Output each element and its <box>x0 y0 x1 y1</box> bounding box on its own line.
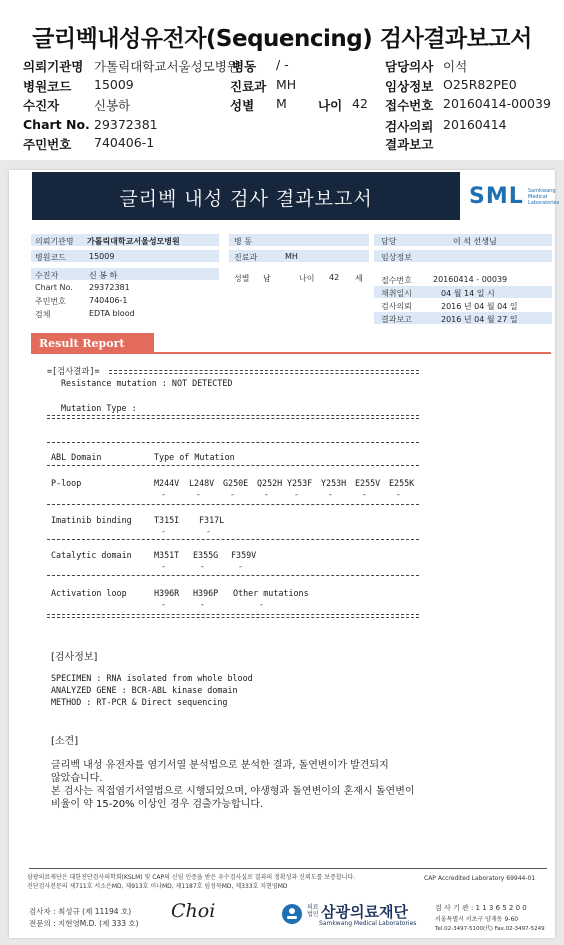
foundation-logo-icon <box>281 903 303 925</box>
table-header-rule <box>47 465 419 466</box>
result-other: - <box>259 600 264 609</box>
sml-logo: SML <box>469 184 524 209</box>
field-value-patient: 신봉하 <box>94 98 131 113</box>
mutation-f317l: F317L <box>199 515 225 525</box>
result-m244v: - <box>161 490 166 499</box>
column-header-mutation-type: Type of Mutation <box>154 452 235 462</box>
p-loop-rule <box>47 504 419 505</box>
signature: Choi <box>171 900 216 922</box>
field-value-department: MH <box>276 77 297 92</box>
result-header: =[검사결과]= <box>47 366 100 376</box>
field-label-department: 진료과 <box>230 79 267 94</box>
opinion-line-2: 않았습니다. <box>51 773 103 784</box>
value-receipt: 20160414 - 00039 <box>433 275 508 284</box>
lab-phone: Tel.02-3497-5100(代) Fax.02-3497-5249 <box>435 926 545 932</box>
report-header <box>0 0 564 160</box>
tester-name: 검사자 : 최성규 (제 11194 호) <box>29 907 132 916</box>
label-specimen: 검체 <box>35 310 51 319</box>
footer-specialists: 진단검사전문의 제711호 서소은MD, 제913호 이나MD, 제1187호 임성묵MD, 제333호 지현영MD <box>27 883 288 890</box>
info-bar-patient <box>31 268 219 280</box>
field-value-request-date: 20160414 <box>443 117 507 132</box>
field-label-chart-no: Chart No. <box>23 117 90 132</box>
mutation-g250e: G250E <box>223 478 249 488</box>
mutation-e355g: E355G <box>193 550 219 560</box>
report-banner-title: 글리벡 내성 검사 결과보고서 <box>119 188 373 210</box>
value-request: 2016 년 04 월 04 일 <box>441 302 518 311</box>
result-report-tab <box>31 333 154 354</box>
mutation-type-label: Mutation Type : <box>61 403 137 413</box>
opinion-line-1: 글리벡 내성 유전자를 염기서열 분석법으로 분석한 결과, 돌연변이가 발견되지 <box>51 760 389 771</box>
mutation-e255v: E255V <box>355 478 381 488</box>
label-institution: 의뢰기관명 <box>35 237 74 246</box>
field-label-sex: 성별 <box>230 98 255 113</box>
result-g250e: - <box>230 490 235 499</box>
label-age: 나이 <box>299 274 315 283</box>
mutation-y253h: Y253H <box>321 478 347 488</box>
value-patient: 신 봉 하 <box>89 271 118 280</box>
field-value-age: 42 <box>352 96 368 111</box>
label-patient: 수진자 <box>35 271 59 280</box>
age-unit: 세 <box>355 274 363 283</box>
foundation-prefix: 의료법인 <box>307 904 319 918</box>
result-h396r: - <box>161 600 166 609</box>
result-report-label: Result Report <box>39 337 125 350</box>
field-value-clinical-info: O25R82PE0 <box>443 77 517 92</box>
scanned-report <box>9 170 560 938</box>
result-report-divider <box>31 352 551 354</box>
field-label-doctor: 담당의사 <box>385 59 434 74</box>
specialist-name: 전문의 : 지현영M.D. (제 333 호) <box>29 919 139 928</box>
result-l248v: - <box>196 490 201 499</box>
result-y253f: - <box>294 490 299 499</box>
footer-divider <box>29 868 547 869</box>
field-label-report-date: 결과보고 <box>385 137 434 152</box>
field-label-rrn: 주민번호 <box>23 137 72 152</box>
field-value-sex: M <box>276 96 287 111</box>
test-info-header: [검사정보] <box>51 652 98 663</box>
mutation-m351t: M351T <box>154 550 180 560</box>
result-f359v: - <box>238 562 243 571</box>
result-header-rule <box>109 370 419 374</box>
field-label-ward: 병동 <box>232 59 257 74</box>
table-top-rule <box>47 442 419 443</box>
mutation-h396p: H396P <box>193 588 219 598</box>
field-label-request-date: 검사의뢰 <box>385 119 434 134</box>
field-value-rrn: 740406-1 <box>94 135 155 150</box>
domain-activation-loop: Activation loop <box>51 588 127 598</box>
label-receipt: 접수번호 <box>381 276 412 285</box>
field-label-receipt-no: 접수번호 <box>385 98 434 113</box>
imatinib-rule <box>47 539 419 540</box>
analyzed-gene-info: ANALYZED GENE : BCR-ABL kinase domain <box>51 685 238 695</box>
mutation-type-rule <box>47 415 419 419</box>
value-sex: 남 <box>263 274 271 283</box>
result-f317l: - <box>206 527 211 536</box>
lab-code: 검 사 기 관 : 1 1 3 6 5 2 0 0 <box>435 904 527 912</box>
sml-logo-subtitle: Samkwang Medical Laboratories <box>528 188 560 206</box>
result-q252h: - <box>264 490 269 499</box>
mutation-f359v: F359V <box>231 550 257 560</box>
mutation-t315i: T315I <box>154 515 180 525</box>
field-value-chart-no: 29372381 <box>94 117 158 132</box>
resistance-mutation-result: Resistance mutation : NOT DETECTED <box>61 378 233 388</box>
field-value-ward: / - <box>276 57 289 72</box>
mutation-y253f: Y253F <box>287 478 313 488</box>
result-m351t: - <box>161 562 166 571</box>
column-header-domain: ABL Domain <box>51 452 102 462</box>
field-value-receipt-no: 20160414-00039 <box>443 96 551 111</box>
result-e255v: - <box>362 490 367 499</box>
result-e255k: - <box>396 490 401 499</box>
report-banner <box>32 172 460 220</box>
value-hospital-code: 15009 <box>89 252 115 261</box>
label-department: 진료과 <box>234 253 258 262</box>
specimen-info: SPECIMEN : RNA isolated from whole blood <box>51 673 253 683</box>
mutation-e255k: E255K <box>389 478 415 488</box>
label-chart-no: Chart No. <box>35 283 73 292</box>
value-doctor: 이 석 선생님 <box>453 237 497 246</box>
value-report: 2016 년 04 월 27 일 <box>441 315 518 324</box>
field-value-hospital-code: 15009 <box>94 77 134 92</box>
domain-imatinib-binding: Imatinib binding <box>51 515 132 525</box>
field-label-clinical-info: 임상정보 <box>385 79 434 94</box>
label-collect: 채취일시 <box>381 289 412 298</box>
label-ward: 병 동 <box>234 237 252 246</box>
foundation-name-en: Samkwang Medical Laboratories <box>319 920 417 927</box>
field-label-hospital-code: 병원코드 <box>23 79 72 94</box>
footer-accreditation: 삼광의료재단은 대한진단검사의학회(KSLM) 및 CAP의 신임 인증을 받은 우수검사실로 결과의 정확성과 신뢰도를 보증합니다. <box>27 874 356 881</box>
page-title: 글리벡내성유전자(Sequencing) 검사결과보고서 <box>32 26 532 52</box>
label-rrn: 주민번호 <box>35 297 66 306</box>
result-h396p: - <box>200 600 205 609</box>
domain-catalytic: Catalytic domain <box>51 550 132 560</box>
cap-accreditation: CAP Accredited Laboratory 69944-01 <box>424 875 536 882</box>
result-y253h: - <box>328 490 333 499</box>
opinion-header: [소견] <box>51 736 79 747</box>
field-label-patient: 수진자 <box>23 98 60 113</box>
value-rrn: 740406-1 <box>89 296 128 305</box>
label-report: 결과보고 <box>381 315 412 324</box>
value-chart-no: 29372381 <box>89 283 130 292</box>
field-value-institution: 가톨릭대학교서울성모병원 <box>94 59 239 74</box>
table-bottom-rule <box>47 614 419 618</box>
label-sex: 성별 <box>234 274 250 283</box>
value-institution: 가톨릭대학교서울성모병원 <box>87 237 180 246</box>
mutation-l248v: L248V <box>189 478 215 488</box>
domain-p-loop: P-loop <box>51 478 82 488</box>
lab-address: 서울특별시 서초구 양재동 9-60 <box>435 916 519 923</box>
value-department: MH <box>285 252 298 261</box>
value-collect: 04 월 14 일 시 <box>441 289 495 298</box>
value-specimen: EDTA blood <box>89 309 135 318</box>
catalytic-rule <box>47 575 419 576</box>
opinion-line-3: 본 검사는 직접염기서열법으로 시행되었으며, 야생형과 돌연변이의 혼재시 돌연변이 <box>51 786 415 797</box>
mutation-q252h: Q252H <box>257 478 283 488</box>
field-label-institution: 의뢰기관명 <box>23 59 84 74</box>
label-doctor: 담당 <box>381 237 397 246</box>
mutation-h396r: H396R <box>154 588 180 598</box>
label-hospital-code: 병원코드 <box>35 253 66 262</box>
field-label-age: 나이 <box>318 98 343 113</box>
label-request: 검사의뢰 <box>381 302 412 311</box>
mutation-other: Other mutations <box>233 588 309 598</box>
foundation-name: 삼광의료재단 <box>321 903 408 921</box>
label-clinical: 임상정보 <box>381 253 412 262</box>
method-info: METHOD : RT-PCR & Direct sequencing <box>51 697 228 707</box>
value-age: 42 <box>329 273 340 282</box>
result-t315i: - <box>161 527 166 536</box>
mutation-m244v: M244V <box>154 478 180 488</box>
result-e355g: - <box>200 562 205 571</box>
opinion-line-4: 비율이 약 15-20% 이상인 경우 검출가능합니다. <box>51 799 264 810</box>
field-value-doctor: 이석 <box>443 59 468 74</box>
